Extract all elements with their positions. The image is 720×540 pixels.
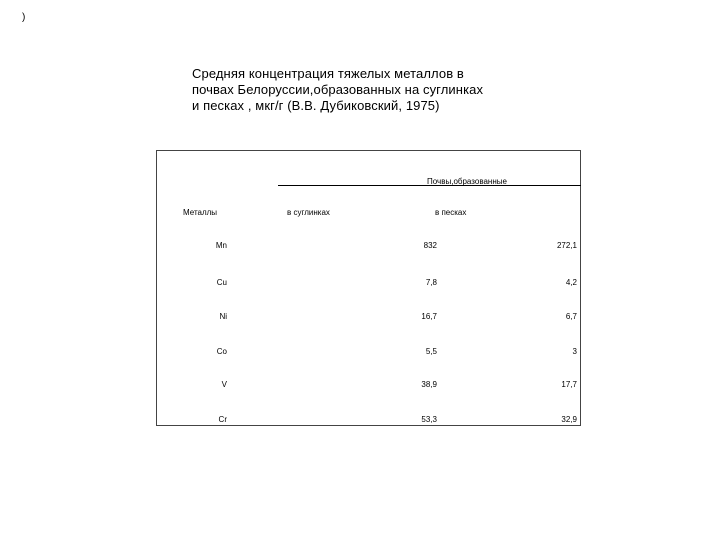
table-row-metal: Cu [216,278,227,287]
table-row-metal: Ni [219,312,227,321]
table-row-metal: Mn [215,241,227,250]
table-row-sand-value: 3 [572,347,577,356]
slide-title [192,66,532,114]
corner-mark: ) [22,12,26,23]
column-header-metals: Металлы [183,208,218,217]
table-row-metal: Co [216,347,227,356]
title-line-2: почвах Белоруссии,образованных на суглинках [192,82,484,97]
table-row-sand-value: 32,9 [561,415,577,424]
table-row-sand-value: 4,2 [565,278,577,287]
column-header-sand: в песках [435,208,467,217]
title-line-3: и песках , мкг/г (В.В. Дубиковский, 1975) [192,98,440,113]
group-header-underline [278,185,581,186]
table-row-loam-value: 7,8 [425,278,437,287]
table-row-loam-value: 53,3 [421,415,437,424]
table-row-loam-value: 832 [423,241,437,250]
table-row-sand-value: 17,7 [561,380,577,389]
group-header: Почвы,образованные [427,177,507,186]
table-row-loam-value: 5,5 [425,347,437,356]
table-row-loam-value: 38,9 [421,380,437,389]
table-row-sand-value: 272,1 [556,241,577,250]
metals-table [156,150,581,426]
title-line-1: Средняя концентрация тяжелых металлов в [192,66,464,81]
column-header-loam: в суглинках [287,208,330,217]
table-row-loam-value: 16,7 [421,312,437,321]
table-row-sand-value: 6,7 [565,312,577,321]
table-row-metal: V [221,380,227,389]
table-row-metal: Cr [218,415,227,424]
